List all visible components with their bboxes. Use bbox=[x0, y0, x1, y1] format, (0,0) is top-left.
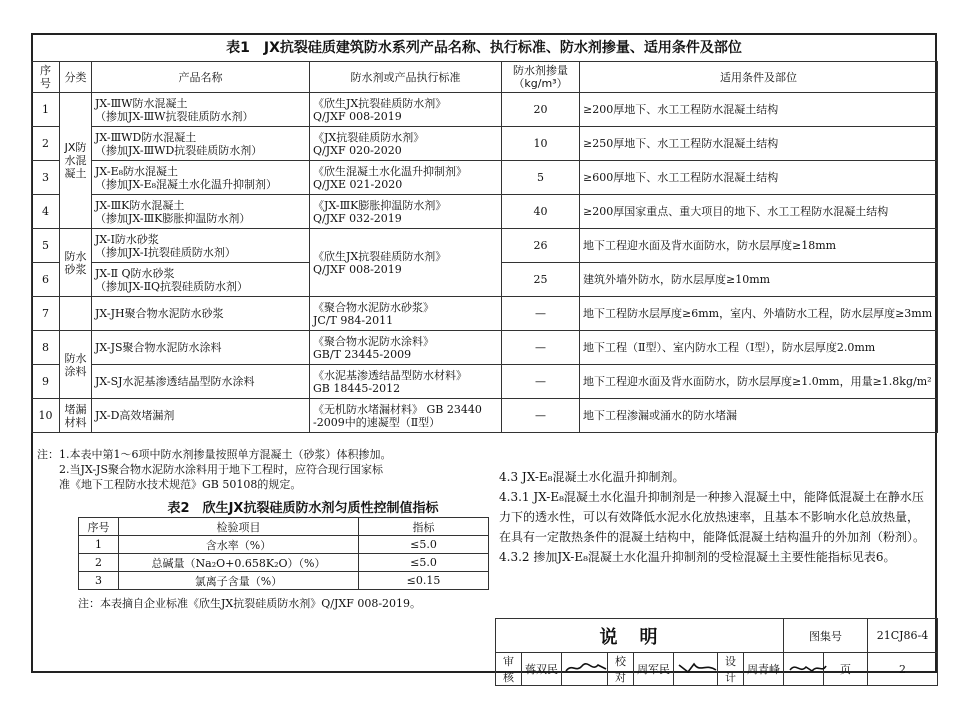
header-product-name: 产品名称 bbox=[92, 62, 310, 93]
signature-icon bbox=[564, 661, 608, 675]
table-row: 3 JX-E₈防水混凝土 （掺加JX-E₈混凝土水化温升抑制剂） 《欣生混凝土水化温升抑制剂》 Q/JXE 021-2020 5 ≥600厚地下、水工工程防水混凝土结构 bbox=[32, 161, 938, 195]
header-no: 序号 bbox=[32, 62, 60, 93]
designer-signature bbox=[784, 653, 824, 686]
table-row: 4 JX-ⅢK防水混凝土 （掺加JX-ⅢK膨胀抑温防水剂） 《JX-ⅢK膨胀抑温防水剂》 Q/JXF 032-2019 40 ≥200厚国家重点、重大项目的地下、水工工程防水混凝土结构 bbox=[32, 195, 938, 229]
t2-header-index: 指标 bbox=[359, 518, 489, 536]
atlas-number: 21CJ86-4 bbox=[868, 619, 938, 653]
table-row: 9 JX-SJ水泥基渗透结晶型防水涂料 《水泥基渗透结晶型防水材料》 GB 18445-2012 — 地下工程迎水面及背水面防水，防水层厚度≥1.0mm，用量≥1.8kg/m² bbox=[32, 365, 938, 399]
t2-header-item: 检验项目 bbox=[119, 518, 359, 536]
sheet-title: 说明 bbox=[496, 619, 784, 653]
category-concrete: JX防水混凝土 bbox=[60, 93, 92, 229]
table-row: 1 含水率（%） ≤5.0 bbox=[79, 536, 489, 554]
t2-header-no: 序号 bbox=[79, 518, 119, 536]
table-row: 10 堵漏材料 JX-D高效堵漏剂 《无机防水堵漏材料》 GB 23440 -2009中的速凝型（Ⅱ型） — 地下工程渗漏或涌水的防水堵漏 bbox=[32, 399, 938, 433]
table-row: 2 总碱量（Na₂O+0.658K₂O）（%） ≤5.0 bbox=[79, 554, 489, 572]
signature-icon bbox=[676, 661, 720, 675]
drawing-sheet bbox=[31, 33, 937, 684]
design-label: 设计 bbox=[718, 653, 744, 686]
table-row: 6 JX-Ⅱ Q防水砂浆 （掺加JX-ⅡQ抗裂硅质防水剂） 25 建筑外墙外防水，防水层厚度≥10mm bbox=[32, 263, 938, 297]
category-plugging: 堵漏材料 bbox=[60, 399, 92, 433]
reviewer-signature bbox=[562, 653, 608, 686]
merged-standard: 《欣生JX抗裂硅质防水剂》 Q/JXF 008-2019 bbox=[310, 229, 502, 297]
table1-notes: 注：1.本表中第1～6项中防水剂掺量按照单方混凝土（砂浆）体积掺加。 2.当JX-JS聚合物水泥防水涂料用于地下工程时，应符合现行国家标 准《地下工程防水技术规范》GB 50108的规定。 bbox=[37, 448, 392, 491]
table-row: 5 防水砂浆 JX-Ⅰ防水砂浆 （掺加JX-Ⅰ抗裂硅质防水剂） 《欣生JX抗裂硅质防水剂》 Q/JXF 008-2019 26 地下工程迎水面及背水面防水，防水层厚度≥18mm bbox=[32, 229, 938, 263]
uniformity-table bbox=[78, 517, 489, 590]
header-dosage: 防水剂掺量 （kg/m³） bbox=[502, 62, 580, 93]
section-heading: 4.3 JX-E₈混凝土水化温升抑制剂。 bbox=[499, 470, 685, 484]
designer-name: 周青峰 bbox=[744, 653, 784, 686]
reviewer-name: 蒋双民 bbox=[522, 653, 562, 686]
header-standard: 防水剂或产品执行标准 bbox=[310, 62, 502, 93]
check-label: 校对 bbox=[608, 653, 634, 686]
header-category: 分类 bbox=[60, 62, 92, 93]
category-mortar: 防水砂浆 bbox=[60, 229, 92, 297]
table2-note: 注：本表摘自企业标准《欣生JX抗裂硅质防水剂》Q/JXF 008-2019。 bbox=[78, 597, 422, 610]
page-number: 2 bbox=[868, 653, 938, 686]
section-4-3 bbox=[499, 467, 929, 567]
table-row: 3 氯离子含量（%） ≤0.15 bbox=[79, 572, 489, 590]
table1-title: 表1 JX抗裂硅质建筑防水系列产品名称、执行标准、防水剂掺量、适用条件及部位 bbox=[226, 40, 742, 56]
title-block bbox=[495, 618, 938, 686]
table-row: 7 JX-JH聚合物水泥防水砂浆 《聚合物水泥防水砂浆》 JC/T 984-2011 — 地下工程防水层厚度≥6mm，室内、外墙防水工程，防水层厚度≥3mm bbox=[32, 297, 938, 331]
table-row: 2 JX-ⅢWD防水混凝土 （掺加JX-ⅢWD抗裂硅质防水剂） 《JX抗裂硅质防水剂》 Q/JXF 020-2020 10 ≥250厚地下、水工工程防水混凝土结构 bbox=[32, 127, 938, 161]
paragraph-4-3-1: 4.3.1 JX-E₈混凝土水化温升抑制剂是一种掺入混凝土中，能降低混凝土在静水压力下的透水性，可以有效降低水泥水化放热速率，且基本不影响水化总放热量，在具有一定散热条件的混凝土结构中，能降低混凝土结构温升的外加剂（粉剂）。 bbox=[499, 490, 926, 544]
checker-name: 周军民 bbox=[634, 653, 674, 686]
product-table bbox=[31, 61, 938, 433]
table2-title: 表2 欣生JX抗裂硅质防水剂匀质性控制值指标 bbox=[167, 501, 439, 516]
page-label: 页 bbox=[824, 653, 868, 686]
table-row: 1 JX防水混凝土 JX-ⅢW防水混凝土 （掺加JX-ⅢW抗裂硅质防水剂） 《欣生JX抗裂硅质防水剂》 Q/JXF 008-2019 20 ≥200厚地下、水工工程防水混凝土结构 bbox=[32, 93, 938, 127]
checker-signature bbox=[674, 653, 718, 686]
atlas-label: 图集号 bbox=[784, 619, 868, 653]
category-coating: 防水涂料 bbox=[60, 331, 92, 399]
signature-icon bbox=[786, 661, 830, 675]
review-label: 审核 bbox=[496, 653, 522, 686]
paragraph-4-3-2: 4.3.2 掺加JX-E₈混凝土水化温升抑制剂的受检混凝土主要性能指标见表6。 bbox=[499, 550, 896, 564]
table-row: 8 防水涂料 JX-JS聚合物水泥防水涂料 《聚合物水泥防水涂料》 GB/T 23445-2009 — 地下工程（Ⅱ型）、室内防水工程（Ⅰ型），防水层厚度2.0mm bbox=[32, 331, 938, 365]
header-conditions: 适用条件及部位 bbox=[580, 62, 938, 93]
